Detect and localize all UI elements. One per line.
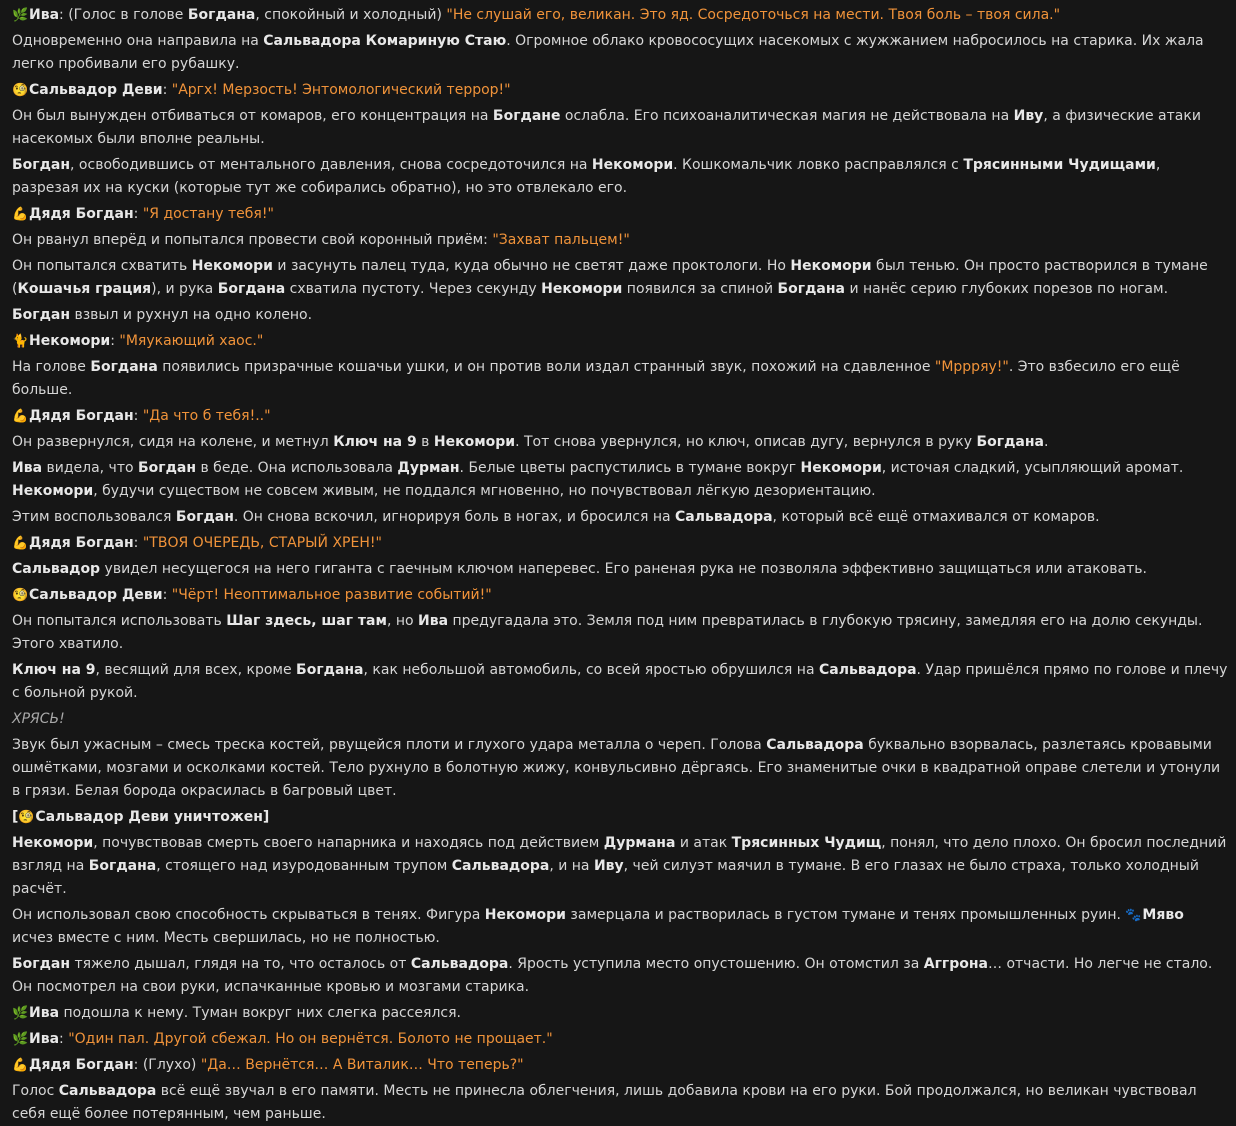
emphasis-name: Сальвадора (675, 509, 773, 525)
story-paragraph (12, 806, 1228, 829)
story-text: : (162, 587, 172, 603)
story-paragraph (12, 1054, 1228, 1077)
story-text: Одновременно она направила на (12, 33, 264, 49)
story-text: появился за спиной (622, 281, 778, 297)
emphasis-name: [ (12, 809, 19, 825)
story-text: Этим воспользовался (12, 509, 176, 525)
story-paragraph (12, 457, 1228, 503)
story-paragraph (12, 558, 1228, 581)
story-text: Голос (12, 1083, 59, 1099)
emphasis-name: Сальвадор (12, 561, 101, 577)
story-text: . Тот снова увернулся, но ключ, описав дугу, вернулся в руку (515, 434, 977, 450)
emphasis-name: Дядя Богдан (29, 1057, 134, 1073)
emphasis-name: Сальвадор Деви (29, 82, 163, 98)
emphasis-name: Дядя Богдан (29, 206, 134, 222)
story-paragraph (12, 356, 1228, 402)
emphasis-name: Сальвадора (58, 1083, 157, 1099)
emphasis-name: Некомори (191, 258, 273, 274)
emphasis-name: Ива (29, 1031, 60, 1047)
emphasis-name: Сальвадора (766, 737, 864, 753)
story-text: , разрезая их на куски (которые тут же собирались обратно), но это отвлекало его. (12, 157, 1161, 196)
emphasis-name: Дурман (397, 460, 460, 476)
story-text: . Он снова вскочил, игнорируя боль в ногах, и бросился на (233, 509, 676, 525)
story-paragraph (12, 904, 1228, 950)
emphasis-name: Богдан (138, 460, 197, 476)
story-text: На голове (12, 359, 91, 375)
flexed-biceps-icon: 💪 (12, 409, 29, 424)
leaf-icon: 🌿 (12, 1006, 29, 1021)
story-text: , освободившись от ментального давления, снова сосредоточился на (70, 157, 592, 173)
emphasis-name: Ива (29, 1005, 60, 1021)
story-paragraph (12, 431, 1228, 454)
story-text: появились призрачные кошачьи ушки, и он против воли издал странный звук, похожий на сдавленное (157, 359, 935, 375)
story-paragraph (12, 506, 1228, 529)
dialogue-quote: "Мяукающий хаос." (119, 333, 264, 349)
story-text: . Кошкомальчик ловко расправлялся с (673, 157, 964, 173)
story-text: увидел несущегося на него гиганта с гаечным ключом наперевес. Его раненая рука не позволяла эффективно защищаться или атаковать. (100, 561, 1147, 577)
emphasis-name: Трясинных Чудищ (731, 835, 882, 851)
dialogue-quote: "Аргх! Мерзость! Энтомологический террор!" (171, 82, 511, 98)
leaf-icon: 🌿 (12, 8, 29, 23)
emphasis-name: Шаг здесь, шаг там (226, 613, 387, 629)
story-paragraph (12, 255, 1228, 301)
emphasis-name: Богдан (12, 956, 71, 972)
story-text: ), и рука (151, 281, 218, 297)
emphasis-name: Сальвадор Деви (29, 587, 163, 603)
dialogue-quote: "Не слушай его, великан. Это яд. Сосредоточься на мести. Твоя боль – твоя сила." (446, 7, 1061, 23)
emphasis-name: Богдан (12, 307, 71, 323)
story-text: всё ещё звучал в его памяти. Месть не принесла облегчения, лишь добавила крови на его руки. Бой продолжался, но великан чувствовал себя ещё более потерянным, чем раньше. (12, 1083, 1197, 1122)
story-text: Он рванул вперёд и попытался провести свой коронный приём: (12, 232, 493, 248)
story-text: Он использовал свою способность скрываться в тенях. Фигура (12, 907, 485, 923)
emphasis-name: Богдана (777, 281, 845, 297)
story-paragraph (12, 1080, 1228, 1126)
leaf-icon: 🌿 (12, 1032, 29, 1047)
emphasis-name: Сальвадора (410, 956, 509, 972)
emphasis-name: Мяво (1142, 907, 1184, 923)
story-text: буквально взорвалась, разлетаясь кровавыми ошмётками, мозгами и осколками костей. Тело рухнуло в болотную жижу, конвульсивно дёргаясь. Его знаменитые очки в квадратной оправе слетели и утонули в грязи. Белая борода окрасилась в багровый цвет. (12, 737, 1221, 799)
story-paragraph (12, 79, 1228, 102)
story-text: . Белые цветы распустились в тумане вокруг (459, 460, 801, 476)
story-text: : (110, 333, 120, 349)
story-text: , спокойный и холодный) (255, 7, 447, 23)
emphasis-name: Богдана (217, 281, 286, 297)
story-text: , источая сладкий, усыпляющий аромат. (881, 460, 1184, 476)
story-text: , но (386, 613, 419, 629)
story-text: замерцала и растворилась в густом тумане и тенях промышленных руин. (565, 907, 1126, 923)
emphasis-name: Ива (418, 613, 449, 629)
emphasis-name: Богдан (175, 509, 234, 525)
story-text: : (133, 535, 143, 551)
story-text: . Огромное облако кровососущих насекомых с жужжанием набросилось на старика. Их жала легко пробивали его рубашку. (12, 33, 1204, 72)
story-text: : (Глухо) (133, 1057, 201, 1073)
story-paragraph (12, 304, 1228, 327)
story-paragraph (12, 832, 1228, 901)
emphasis-name: Сальвадора Комариную Стаю (263, 33, 507, 49)
cat-icon: 🐈 (12, 334, 29, 349)
flexed-biceps-icon: 💪 (12, 207, 29, 222)
story-text: тяжело дышал, глядя на то, что осталось от (70, 956, 411, 972)
story-paragraph (12, 584, 1228, 607)
story-paragraph (12, 1002, 1228, 1025)
story-paragraph (12, 154, 1228, 200)
story-text: , будучи существом не совсем живым, не поддался мгновенно, но почувствовал лёгкую дезориентацию. (93, 483, 876, 499)
face-icon: 🧐 (18, 810, 35, 825)
emphasis-name: Ива (12, 460, 43, 476)
emphasis-name: Богдана (296, 662, 364, 678)
story-text: ослабла. Его психоаналитическая магия не действовала на (560, 108, 1014, 124)
emphasis-name: Дурмана (603, 835, 676, 851)
flexed-biceps-icon: 💪 (12, 1058, 29, 1073)
emphasis-name: Иву (1013, 108, 1044, 124)
face-icon: 🧐 (12, 83, 29, 98)
story-paragraph (12, 734, 1228, 803)
emphasis-name: Сальвадор Деви уничтожен] (35, 809, 270, 825)
emphasis-name: Ключ на 9 (12, 662, 96, 678)
story-text: и засунуть палец туда, куда обычно не светят даже проктологи. Но (272, 258, 791, 274)
story-text: , и на (549, 858, 594, 874)
story-paragraph (12, 105, 1228, 151)
story-text: : (133, 408, 143, 424)
dialogue-quote: "ТВОЯ ОЧЕРЕДЬ, СТАРЫЙ ХРЕН!" (142, 535, 382, 551)
emphasis-name: Аггрона (923, 956, 988, 972)
story-text: , почувствовав смерть своего напарника и находясь под действием (93, 835, 604, 851)
story-paragraph (12, 4, 1228, 27)
story-text: , понял, что дело плохо. Он бросил последний взгляд на (12, 835, 1227, 874)
story-text: : (133, 206, 143, 222)
story-text: Он развернулся, сидя на колене, и метнул (12, 434, 334, 450)
dialogue-quote: "Мррряу!" (934, 359, 1009, 375)
dialogue-quote: "Да… Вернётся… А Виталик… Что теперь?" (200, 1057, 524, 1073)
story-text: схватила пустоту. Через секунду (285, 281, 542, 297)
story-paragraph (12, 405, 1228, 428)
story-paragraph (12, 330, 1228, 353)
emphasis-name: Некомори (433, 434, 516, 450)
story-text: , весящий для всех, кроме (95, 662, 297, 678)
story-text: : (Голос в голове (59, 7, 188, 23)
story-text: и атак (675, 835, 732, 851)
story-text: , как небольшой автомобиль, со всей яростью обрушился на (363, 662, 819, 678)
emphasis-name: Некомори (790, 258, 872, 274)
story-paragraph (12, 708, 1228, 731)
emphasis-name: Некомори (484, 907, 566, 923)
story-paragraph (12, 229, 1228, 252)
emphasis-name: Сальвадора (818, 662, 917, 678)
dialogue-quote: "Один пал. Другой сбежал. Но он вернётся. Болото не прощает." (68, 1031, 553, 1047)
emphasis-name: Некомори (12, 483, 94, 499)
emphasis-name: Некомори (29, 333, 111, 349)
emphasis-name: Богдане (492, 108, 561, 124)
dialogue-quote: "Я достану тебя!" (142, 206, 274, 222)
emphasis-name: Богдана (90, 359, 158, 375)
story-text: исчез вместе с ним. Месть свершилась, но не полностью. (12, 930, 440, 946)
story-text: Он попытался использовать (12, 613, 227, 629)
story-text: взвыл и рухнул на одно колено. (70, 307, 313, 323)
story-text: , чей силуэт маячил в тумане. В его глазах не было страха, только холодный расчёт. (12, 858, 1199, 897)
emphasis-name: Иву (593, 858, 624, 874)
emphasis-name: Некомори (541, 281, 623, 297)
story-paragraph (12, 30, 1228, 76)
story-text: , стоящего над изуродованным трупом (156, 858, 452, 874)
story-text: предугадала это. Земля под ним превратилась в глубокую трясину, замедляя его на долю секунды. Этого хватило. (12, 613, 1203, 652)
story-text: : (59, 1031, 69, 1047)
emphasis-name: Некомори (800, 460, 882, 476)
emphasis-name: Некомори (591, 157, 674, 173)
emphasis-name: Богдан (12, 157, 71, 173)
story-paragraph (12, 203, 1228, 226)
story-text: : (162, 82, 172, 98)
story-paragraph (12, 953, 1228, 999)
sound-effect: ХРЯСЬ! (12, 711, 65, 727)
emphasis-name: Трясинными Чудищами (963, 157, 1156, 173)
story-text: . Это взбесило его ещё больше. (12, 359, 1180, 398)
dialogue-quote: "Чёрт! Неоптимальное развитие событий!" (171, 587, 492, 603)
story-paragraph (12, 610, 1228, 656)
story-text: . (1043, 434, 1049, 450)
story-text: Звук был ужасным – смесь треска костей, рвущейся плоти и глухого удара металла о череп. Голова (12, 737, 767, 753)
story-text: . Ярость уступила место опустошению. Он отомстил за (508, 956, 924, 972)
story-paragraph (12, 532, 1228, 555)
emphasis-name: Ива (29, 7, 60, 23)
dialogue-quote: "Захват пальцем!" (492, 232, 630, 248)
emphasis-name: Богдана (88, 858, 157, 874)
story-text: , а физические атаки насекомых были вполне реальны. (12, 108, 1201, 147)
emphasis-name: Богдана (187, 7, 256, 23)
story-paragraph (12, 659, 1228, 705)
emphasis-name: Ключ на 9 (333, 434, 417, 450)
story-text: Он попытался схватить (12, 258, 192, 274)
story-text: в (416, 434, 434, 450)
emphasis-name: Сальвадора (451, 858, 550, 874)
paw-prints-icon: 🐾 (1125, 908, 1142, 923)
emphasis-name: Дядя Богдан (29, 408, 134, 424)
dialogue-quote: "Да что б тебя!.." (142, 408, 271, 424)
emphasis-name: Дядя Богдан (29, 535, 134, 551)
story-text: … отчасти. Но легче не стало. Он посмотрел на свои руки, испачканные кровью и мозгами старика. (12, 956, 1213, 995)
flexed-biceps-icon: 💪 (12, 536, 29, 551)
emphasis-name: Кошачья грация (17, 281, 152, 297)
story-text: Он был вынужден отбиваться от комаров, его концентрация на (12, 108, 493, 124)
story-paragraph (12, 1028, 1228, 1051)
emphasis-name: Некомори (12, 835, 94, 851)
story-text: видела, что (42, 460, 138, 476)
story-text: подошла к нему. Туман вокруг них слегка рассеялся. (59, 1005, 461, 1021)
emphasis-name: Богдана (976, 434, 1044, 450)
story-text: . Удар пришёлся прямо по голове и плечу с больной рукой. (12, 662, 1228, 701)
story-text: был тенью. Он просто растворился в тумане ( (12, 258, 1208, 297)
face-icon: 🧐 (12, 588, 29, 603)
story-text: и нанёс серию глубоких порезов по ногам. (845, 281, 1169, 297)
story-text: , который всё ещё отмахивался от комаров. (772, 509, 1100, 525)
story-text: в беде. Она использовала (196, 460, 398, 476)
